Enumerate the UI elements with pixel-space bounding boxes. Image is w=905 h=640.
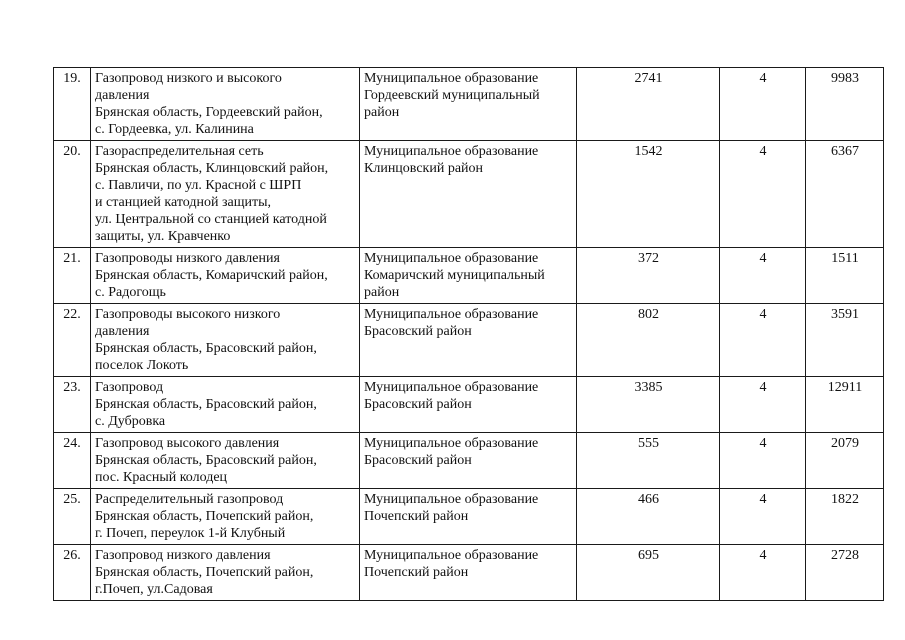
rate-value-cell: [720, 545, 806, 601]
cell-line: Муниципальное образование: [364, 307, 539, 322]
rate-value: 4: [759, 144, 767, 159]
cell-line: г. Почеп, переулок 1-й Клубный: [95, 526, 286, 541]
length-value: 1542: [634, 144, 663, 159]
length-value: 3385: [634, 380, 663, 395]
owner-cell: [360, 141, 577, 248]
cell-line: Газопровод низкого и высокого: [95, 71, 282, 86]
owner-cell: [360, 489, 577, 545]
rate-value-cell: [720, 248, 806, 304]
length-value: 695: [638, 548, 659, 563]
amount-value-cell: [806, 68, 884, 141]
cell-line: Брянская область, Гордеевский район,: [95, 105, 323, 120]
rate-value: 4: [759, 307, 767, 322]
amount-value: 3591: [831, 307, 859, 322]
row-number: 19.: [63, 71, 81, 86]
owner-cell: [360, 545, 577, 601]
cell-line: Брасовский район: [364, 324, 472, 339]
table-row: [54, 489, 884, 545]
cell-line: Почепский район: [364, 565, 469, 580]
cell-line: Брянская область, Почепский район,: [95, 509, 314, 524]
cell-line: Муниципальное образование: [364, 492, 539, 507]
cell-line: пос. Красный колодец: [95, 470, 228, 485]
object-name-cell: [91, 377, 360, 433]
length-value-cell: [577, 545, 720, 601]
length-value: 802: [638, 307, 659, 322]
row-number-cell: [54, 377, 91, 433]
cell-line: Муниципальное образование: [364, 380, 539, 395]
gas-pipelines-table: [53, 67, 884, 601]
length-value-cell: [577, 141, 720, 248]
object-name-cell: [91, 68, 360, 141]
cell-line: защиты, ул. Кравченко: [95, 229, 231, 244]
rate-value: 4: [759, 380, 767, 395]
row-number-cell: [54, 304, 91, 377]
cell-line: Муниципальное образование: [364, 436, 539, 451]
cell-line: ул. Центральной со станцией катодной: [95, 212, 327, 227]
cell-line: Газопровод низкого давления: [95, 548, 271, 563]
cell-line: с. Павличи, по ул. Красной с ШРП: [95, 178, 302, 193]
rate-value: 4: [759, 492, 767, 507]
cell-line: Муниципальное образование: [364, 71, 539, 86]
amount-value: 2079: [831, 436, 859, 451]
rate-value-cell: [720, 141, 806, 248]
rate-value: 4: [759, 436, 767, 451]
owner-cell: [360, 304, 577, 377]
cell-line: Брасовский район: [364, 397, 472, 412]
cell-line: Клинцовский район: [364, 161, 484, 176]
amount-value-cell: [806, 248, 884, 304]
cell-line: Брянская область, Брасовский район,: [95, 453, 317, 468]
table-row: [54, 68, 884, 141]
cell-line: Газораспределительная сеть: [95, 144, 264, 159]
owner-cell: [360, 433, 577, 489]
row-number-cell: [54, 68, 91, 141]
length-value-cell: [577, 248, 720, 304]
row-number: 22.: [63, 307, 81, 322]
amount-value-cell: [806, 304, 884, 377]
length-value-cell: [577, 377, 720, 433]
object-name-cell: [91, 304, 360, 377]
cell-line: с. Гордеевка, ул. Калинина: [95, 122, 254, 137]
cell-line: Брянская область, Брасовский район,: [95, 397, 317, 412]
row-number: 21.: [63, 251, 81, 266]
cell-line: Муниципальное образование: [364, 251, 539, 266]
cell-line: Брасовский район: [364, 453, 472, 468]
object-name-cell: [91, 141, 360, 248]
cell-line: Брянская область, Комаричский район,: [95, 268, 328, 283]
rate-value-cell: [720, 68, 806, 141]
cell-line: с. Дубровка: [95, 414, 166, 429]
object-name-cell: [91, 433, 360, 489]
rate-value-cell: [720, 489, 806, 545]
object-name-cell: [91, 545, 360, 601]
row-number-cell: [54, 545, 91, 601]
cell-line: Газопроводы высокого низкого: [95, 307, 281, 322]
cell-line: давления: [95, 324, 150, 339]
row-number-cell: [54, 433, 91, 489]
cell-line: Газопровод высокого давления: [95, 436, 280, 451]
row-number-cell: [54, 141, 91, 248]
cell-line: Муниципальное образование: [364, 548, 539, 563]
rate-value-cell: [720, 304, 806, 377]
length-value: 555: [638, 436, 659, 451]
length-value-cell: [577, 489, 720, 545]
cell-line: Распределительный газопровод: [95, 492, 284, 507]
row-number-cell: [54, 248, 91, 304]
amount-value: 12911: [827, 380, 863, 395]
cell-line: с. Радогощь: [95, 285, 166, 300]
table-row: [54, 141, 884, 248]
cell-line: поселок Локоть: [95, 358, 189, 373]
cell-line: Брянская область, Клинцовский район,: [95, 161, 329, 176]
table-row: [54, 248, 884, 304]
amount-value-cell: [806, 433, 884, 489]
amount-value: 6367: [831, 144, 859, 159]
row-number: 25.: [63, 492, 81, 507]
table-row: [54, 433, 884, 489]
amount-value-cell: [806, 141, 884, 248]
row-number: 26.: [63, 548, 81, 563]
amount-value-cell: [806, 545, 884, 601]
amount-value: 2728: [831, 548, 859, 563]
length-value: 2741: [634, 71, 663, 86]
table-row: [54, 545, 884, 601]
owner-cell: [360, 68, 577, 141]
cell-line: Газопровод: [95, 380, 164, 395]
rate-value: 4: [759, 251, 767, 266]
cell-line: Газопроводы низкого давления: [95, 251, 280, 266]
cell-line: Брянская область, Почепский район,: [95, 565, 314, 580]
table-row: [54, 377, 884, 433]
rate-value-cell: [720, 377, 806, 433]
length-value-cell: [577, 304, 720, 377]
amount-value: 1822: [831, 492, 859, 507]
cell-line: и станцией катодной защиты,: [95, 195, 272, 210]
amount-value: 9983: [831, 71, 859, 86]
owner-cell: [360, 377, 577, 433]
amount-value-cell: [806, 377, 884, 433]
cell-line: давления: [95, 88, 150, 103]
rate-value-cell: [720, 433, 806, 489]
cell-line: район: [364, 285, 400, 300]
cell-line: район: [364, 105, 400, 120]
rate-value: 4: [759, 548, 767, 563]
cell-line: Брянская область, Брасовский район,: [95, 341, 317, 356]
cell-line: Муниципальное образование: [364, 144, 539, 159]
row-number: 24.: [63, 436, 81, 451]
row-number-cell: [54, 489, 91, 545]
object-name-cell: [91, 248, 360, 304]
cell-line: Комаричский муниципальный: [364, 268, 545, 283]
length-value-cell: [577, 68, 720, 141]
owner-cell: [360, 248, 577, 304]
amount-value: 1511: [831, 251, 859, 266]
cell-line: г.Почеп, ул.Садовая: [95, 582, 213, 597]
rate-value: 4: [759, 71, 767, 86]
amount-value-cell: [806, 489, 884, 545]
cell-line: Гордеевский муниципальный: [364, 88, 540, 103]
length-value: 466: [638, 492, 659, 507]
row-number: 23.: [63, 380, 81, 395]
table-body: [54, 68, 884, 601]
length-value-cell: [577, 433, 720, 489]
table-row: [54, 304, 884, 377]
cell-line: Почепский район: [364, 509, 469, 524]
length-value: 372: [638, 251, 659, 266]
row-number: 20.: [63, 144, 81, 159]
object-name-cell: [91, 489, 360, 545]
